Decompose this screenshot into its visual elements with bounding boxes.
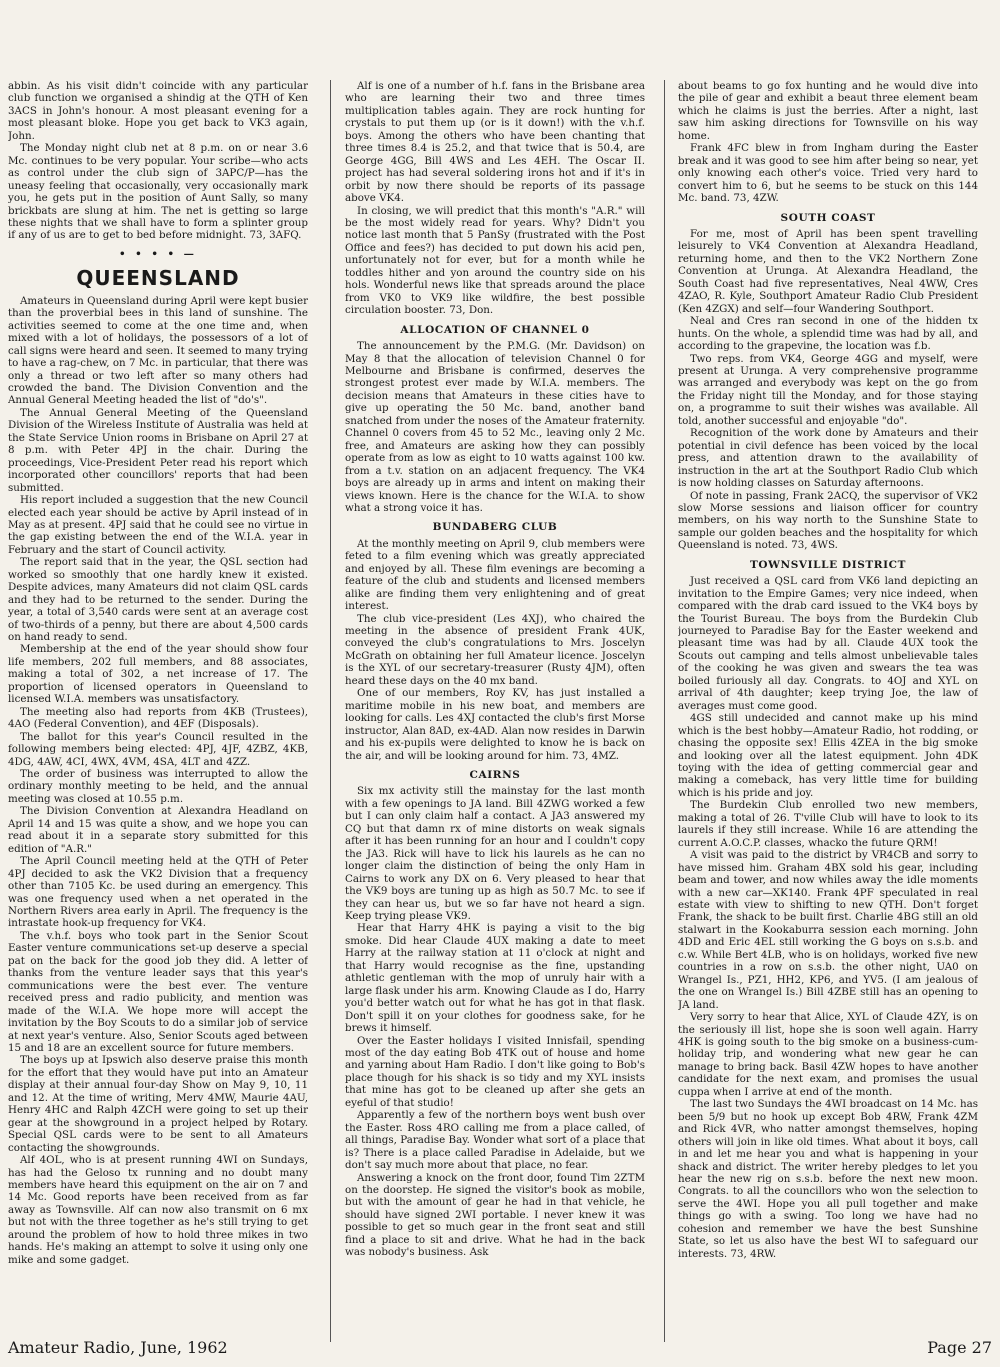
section-divider: • • • • — bbox=[119, 247, 197, 260]
paragraph: 4GS still undecided and cannot make up his mind which is the best hobby—Amateur Radio, hot rodding, or chasing the opposite sex! Ellis 4ZEA in the big smoke and looking over all the latest equipment. John 4DK toying with the idea of getting commercial gear and making a comeback, has very little time for building which is his pride and joy. bbox=[678, 712, 978, 799]
paragraph: Answering a knock on the front door, found Tim 2ZTM on the doorstep. He signed the visitor's book as mobile, but with the amount of gear he had in that vehicle, he should have signed 2WI portable. I never knew it was possible to get so much gear in the front seat and still find a place to sit and drive. What he had in the back was nobody's business. Ask bbox=[345, 1171, 645, 1259]
paragraph: Very sorry to hear that Alice, XYL of Claude 4ZY, is on the seriously ill list, hope she is soon well again. Harry 4HK is going south to the big smoke on a business-cum-holiday trip, and wondering what new gear he can manage to bring back. Basil 4ZW hopes to have another candidate for the next exam, and promises the usual cuppa when I arrive at end of the month. bbox=[678, 1011, 978, 1098]
paragraph: His report included a suggestion that the new Council elected each year should be active by April instead of in May as at present. 4PJ said that he could see no virtue in the gap existing between the end of the W.I.A. year in February and the start of Council activity. bbox=[8, 494, 308, 556]
paragraph: Two reps. from VK4, George 4GG and myself, were present at Urunga. A very comprehensive programme was arranged and everybody was kept on the go from the Friday night till the Monday, and for those staying on, a programme to suit their wishes was available. All told, another successful and enjoyable "do". bbox=[678, 352, 978, 427]
paragraph: In closing, we will predict that this month's "A.R." will be the most widely read for years. Why? Didn't you notice last month that 5 PanSy (frustrated with the Post Office and fees?) has decided to put down his acid pen, unfortunately not for ever, but for a month while he toddles hither and yon around the country side on his hols. Wonderful news like that spreads around the place from VK0 to VK9 like wildfire, the best possible circulation booster. 73, Don. bbox=[345, 204, 645, 317]
paragraph: The Annual General Meeting of the Queensland Division of the Wireless Institute of Australia was held at the State Service Union rooms in Brisbane on April 27 at 8 p.m. with Peter 4PJ in the chair. During the proceedings, Vice-President Peter read his report which incorporated other councillors' reports that had been submitted. bbox=[8, 406, 308, 494]
column-left bbox=[8, 80, 308, 1342]
paragraph: The club vice-president (Les 4XJ), who chaired the meeting in the absence of president Frank 4UK, conveyed the club's congratulations to Mrs. Joscelyn McGrath on obtaining her full Amateur licence. Joscelyn is the XYL of our secretary-treasurer (Rusty 4JM), often heard these days on the 40 mx band. bbox=[345, 612, 645, 687]
paragraph: The order of business was interrupted to allow the ordinary monthly meeting to be held, and the annual meeting was closed at 10.55 p.m. bbox=[8, 768, 308, 805]
paragraph: The last two Sundays the 4WI broadcast on 14 Mc. has been 5/9 but no hook up except Bob 4RW, Frank 4ZM and Rick 4VR, who natter amongst themselves, hoping others will join in like old times. What about it boys, call in and let me hear you and what is happening in your shack and district. The writer hereby pledges to let you hear the new rig on s.s.b. before the next new moon. Congrats. to all the councillors who won the selection to serve the 4WI. Hope you all pull together and make things go with a swing. Too long we have had no cohesion and remember we have the best Sunshine State, so let us also have the best WI to safeguard our interests. 73, 4RW. bbox=[678, 1098, 978, 1260]
paragraph: The meeting also had reports from 4KB (Trustees), 4AO (Federal Convention), and 4EF (Disposals). bbox=[8, 705, 308, 731]
paragraph: Amateurs in Queensland during April were kept busier than the proverbial bees in this land of sunshine. The activities seemed to come at the one time and, when mixed with a lot of holidays, the possessors of a lot of call signs were heard and seen. It seemed to many trying to have a rag-chew, on 7 Mc. in particular, that there was only a thread or two left after so many others had crowded the band. The Division Convention and the Annual General Meeting headed the list of "do's". bbox=[8, 294, 308, 407]
paragraph: The Division Convention at Alexandra Headland on April 14 and 15 was quite a show, and we hope you can read about it in a separate story submitted for this edition of "A.R." bbox=[8, 805, 308, 855]
subheading-bundaberg-club: BUNDABERG CLUB bbox=[432, 521, 558, 534]
subheading-channel-0: ALLOCATION OF CHANNEL 0 bbox=[400, 323, 590, 336]
subheading-townsville-district: TOWNSVILLE DISTRICT bbox=[749, 558, 907, 571]
paragraph: Over the Easter holidays I visited Innisfail, spending most of the day eating Bob 4TK out of house and home and yarning about Ham Radio. I don't like going to Bob's place though for his shack is so tidy and my XYL insists that mine has got to be cleaned up after she gets an eyeful of that studio! bbox=[345, 1034, 645, 1109]
subheading-south-coast: SOUTH COAST bbox=[780, 211, 876, 224]
paragraph: The April Council meeting held at the QTH of Peter 4PJ decided to ask the VK2 Division that a frequency other than 7105 Kc. be used during an emergency. This was one frequency used when a net operated in the Northern Rivers area early in April. The frequency is the intrastate hook-up frequency for VK4. bbox=[8, 855, 308, 930]
paragraph: about beams to go fox hunting and he would dive into the pile of gear and exhibit a beaut three element beam which he claims is just the berries. After a night, last saw him asking directions for Townsville on his way home. bbox=[678, 80, 978, 142]
paragraph: abbin. As his visit didn't coincide with any particular club function we organised a shindig at the QTH of Ken 3ACS in John's honour. A most pleasant evening for a most pleasant bloke. Hope you get back to VK3 again, John. bbox=[8, 80, 308, 142]
paragraph: Frank 4FC blew in from Ingham during the Easter break and it was good to see him after being so near, yet only knowing each other's voice. Tried very hard to convert him to 6, but he seems to be stuck on this 144 Mc. band. 73, 4ZW. bbox=[678, 142, 978, 205]
paragraph: At the monthly meeting on April 9, club members were feted to a film evening which was greatly appreciated and enjoyed by all. These film evenings are becoming a feature of the club and students and licensed members alike are finding them very enlightening and of great interest. bbox=[345, 537, 645, 613]
paragraph: Membership at the end of the year should show four life members, 202 full members, and 88 associates, making a total of 302, a net increase of 17. The proportion of licensed operators in Queensland to licensed W.I.A. members was unsatisfactory. bbox=[8, 643, 308, 706]
paragraph: For me, most of April has been spent travelling leisurely to VK4 Convention at Alexandra Headland, returning home, and then to the VK2 Northern Zone Convention at Urunga. At Alexandra Headland, the South Coast had five representatives, Neal 4WW, Cres 4ZAO, R. Kyle, Southport Amateur Radio Club President (Ken 4ZGX) and self—four Wandering Southport. bbox=[678, 227, 978, 315]
paragraph: Hear that Harry 4HK is paying a visit to the big smoke. Did hear Claude 4UX making a date to meet Harry at the railway station at 11 o'clock at night and that Harry would recognise as the fine, upstanding athletic gentleman with the mop of unruly hair with a large flask under his arm. Knowing Claude as I do, Harry you'd better watch out for what he has got in that flask. Don't spill it on your clothes for goodness sake, for he brews it himself. bbox=[345, 922, 645, 1035]
paragraph: Just received a QSL card from VK6 land depicting an invitation to the Empire Games; very nice indeed, when compared with the drab card issued to the VK4 boys by the Tourist Bureau. The boys from the Burdekin Club journeyed to Paradise Bay for the Easter weekend and pleasant time was had by all. Claude 4UX took the Scouts out camping and tells almost unbelievable tales of the cooking he was given and swears the tea was boiled furiously all day. Congrats. to 4OJ and XYL on arrival of 4th daughter; keep trying Joe, the law of averages must come good. bbox=[678, 575, 978, 712]
column-middle bbox=[345, 80, 645, 1342]
paragraph: The Monday night club net at 8 p.m. on or near 3.6 Mc. continues to be very popular. Your scribe—who acts as control under the club sign of 3APC/P—has the uneasy feeling that occasionally, very occasionally mark you, he gets put in the position of Aunt Sally, so many brickbats are slung at him. The net is getting so large these nights that we shall have to form a splinter group if any of us are to get to bed before midnight. 73, 3AFQ. bbox=[8, 142, 308, 242]
paragraph: Neal and Cres ran second in one of the hidden tx hunts. On the whole, a splendid time was had by all, and according to the grapevine, the location was f.b. bbox=[678, 315, 978, 353]
paragraph: The v.h.f. boys who took part in the Senior Scout Easter venture communications set-up deserve a special pat on the back for the good job they did. A letter of thanks from the venture leader says that this year's communications were the best ever. The venture received press and radio publicity, and mention was made of the W.I.A. We hope more will accept the invitation by the Boy Scouts to do a similar job of service at next year's venture. Also, Senior Scouts aged between 15 and 18 are an excellent source for future members. bbox=[8, 929, 308, 1054]
paragraph: The boys up at Ipswich also deserve praise this month for the effort that they would have put into an Amateur display at their annual four-day Show on May 9, 10, 11 and 12. At the time of writing, Merv 4MW, Maurie 4AU, Henry 4HC and Ralph 4ZCH were going to set up their gear at the showground in a project helped by Rotary. Special QSL cards were to be sent to all Amateurs contacting the showgrounds. bbox=[8, 1054, 308, 1154]
paragraph: The announcement by the P.M.G. (Mr. Davidson) on May 8 that the allocation of television Channel 0 for Melbourne and Brisbane is confirmed, deserves the strongest protest ever made by W.I.A. members. The decision means that Amateurs in these cities have to give up operating the 50 Mc. band, another band snatched from under the noses of the Amateur fraternity. Channel 0 covers from 45 to 52 Mc., leaving only 2 Mc. free, and Amateurs are asking how they can possibly operate from as low as eight to 10 watts against 100 kw. from a t.v. station on an adjacent frequency. The VK4 boys are already up in arms and intent on making their views known. Here is the chance for the W.I.A. to show what a strong voice it has. bbox=[345, 340, 645, 514]
paragraph: Alf is one of a number of h.f. fans in the Brisbane area who are learning their two and three times multiplication tables again. They are rock hunting for crystals to put them up (or is it down!) with the v.h.f. boys. Among the others who have been chanting that three times 8.4 is 25.2, and that twice that is 50.4, are George 4GG, Bill 4WS and Les 4EH. The Oscar II. project has had several soldering irons hot and if it's in orbit by now there should be reports of its passage above VK4. bbox=[345, 80, 645, 205]
column-right bbox=[678, 80, 978, 1342]
subheading-cairns: CAIRNS bbox=[469, 769, 521, 782]
paragraph: Alf 4OL, who is at present running 4WI on Sundays, has had the Geloso tx running and no doubt many members have heard this equipment on the air on 7 and 14 Mc. Good reports have been received from as far away as Townsville. Alf can now also transmit on 6 mx but not with the three together as he's still trying to get around the problem of how to hold three mikes in two hands. He's making an attempt to solve it using only one mike and some gadget. bbox=[8, 1154, 308, 1266]
page-number: Page 27 bbox=[927, 1338, 992, 1357]
paragraph: A visit was paid to the district by VR4CB and sorry to have missed him. Graham 4BX sold his gear, including beam and tower, and now whiles away the idle moments with a new car—XK140. Frank 4PF speculated in real estate with view to shifting to new QTH. Don't forget Frank, the shack to be built first. Charlie 4BG still an old stalwart in the Kookaburra session each morning. John 4DD and Eric 4EL still working the G boys on s.s.b. and c.w. While Bert 4LB, who is on holidays, worked five new countries in a row on s.s.b. the other night, UA0 on Wrangel Is., PZ1, HH2, KP6, and YV5. (I am jealous of the one on Wrangel Is.) Bill 4ZBE still has an opening to JA land. bbox=[678, 849, 978, 1011]
column-rule bbox=[330, 80, 331, 1342]
paragraph: The Burdekin Club enrolled two new members, making a total of 26. T'ville Club will have to look to its laurels if they still increase. While 16 are attending the current A.O.C.P. classes, whacko the future QRM! bbox=[678, 799, 978, 849]
page-footer bbox=[8, 1338, 992, 1362]
paragraph: Apparently a few of the northern boys went bush over the Easter. Ross 4RO calling me from a place called, of all things, Paradise Bay. Wonder what sort of a place that is? There is a place called Paradise in Adelaide, but we don't say much more about that place, no fear. bbox=[345, 1109, 645, 1172]
paragraph: The ballot for this year's Council resulted in the following members being elected: 4PJ, 4JF, 4ZBZ, 4KB, 4DG, 4AW, 4CI, 4WX, 4VM, 4SA, 4LT and 4ZZ. bbox=[8, 730, 308, 768]
publication-line: Amateur Radio, June, 1962 bbox=[8, 1338, 228, 1357]
paragraph: Six mx activity still the mainstay for the last month with a few openings to JA land. Bill 4ZWG worked a few but I can only claim half a contact. A JA3 answered my CQ but that damn rx of mine distorts on weak signals after it has been running for an hour and I couldn't copy the JA3. Rick will have to lick his laurels as he can no longer claim the distinction of being the only Ham in Cairns to work any DX on 6. Very pleased to hear that the VK9 boys are tuning up as high as 50.7 Mc. to see if they can hear us, but we so far have not heard a sign. Keep trying please VK9. bbox=[345, 785, 645, 922]
paragraph: Recognition of the work done by Amateurs and their potential in civil defence has been voiced by the local press, and attention drawn to the availability of instruction in the art at the Southport Radio Club which is now holding classes on Saturday afternoons. bbox=[678, 427, 978, 490]
paragraph: Of note in passing, Frank 2ACQ, the supervisor of VK2 slow Morse sessions and liaison officer for country members, on his way north to the Sunshine State to sample our golden beaches and the hospitality for which Queensland is noted. 73, 4WS. bbox=[678, 489, 978, 552]
paragraph: The report said that in the year, the QSL section had worked so smoothly that one hardly knew it existed. Despite advices, many Amateurs did not claim QSL cards and they had to be returned to the sender. During the year, a total of 3,540 cards were sent at an average cost of two-thirds of a penny, but there are about 4,500 cards on hand ready to send. bbox=[8, 556, 308, 644]
section-heading-queensland: QUEENSLAND bbox=[76, 266, 240, 291]
paragraph: One of our members, Roy KV, has just installed a maritime mobile in his new boat, and members are looking for calls. Les 4XJ contacted the club's first Morse instructor, Alan 8AD, ex-4AD. Alan now resides in Darwin and his ex-pupils were delighted to know he is back on the air, and will be looking around for him. 73, 4MZ. bbox=[345, 687, 645, 762]
column-rule bbox=[664, 80, 665, 1342]
